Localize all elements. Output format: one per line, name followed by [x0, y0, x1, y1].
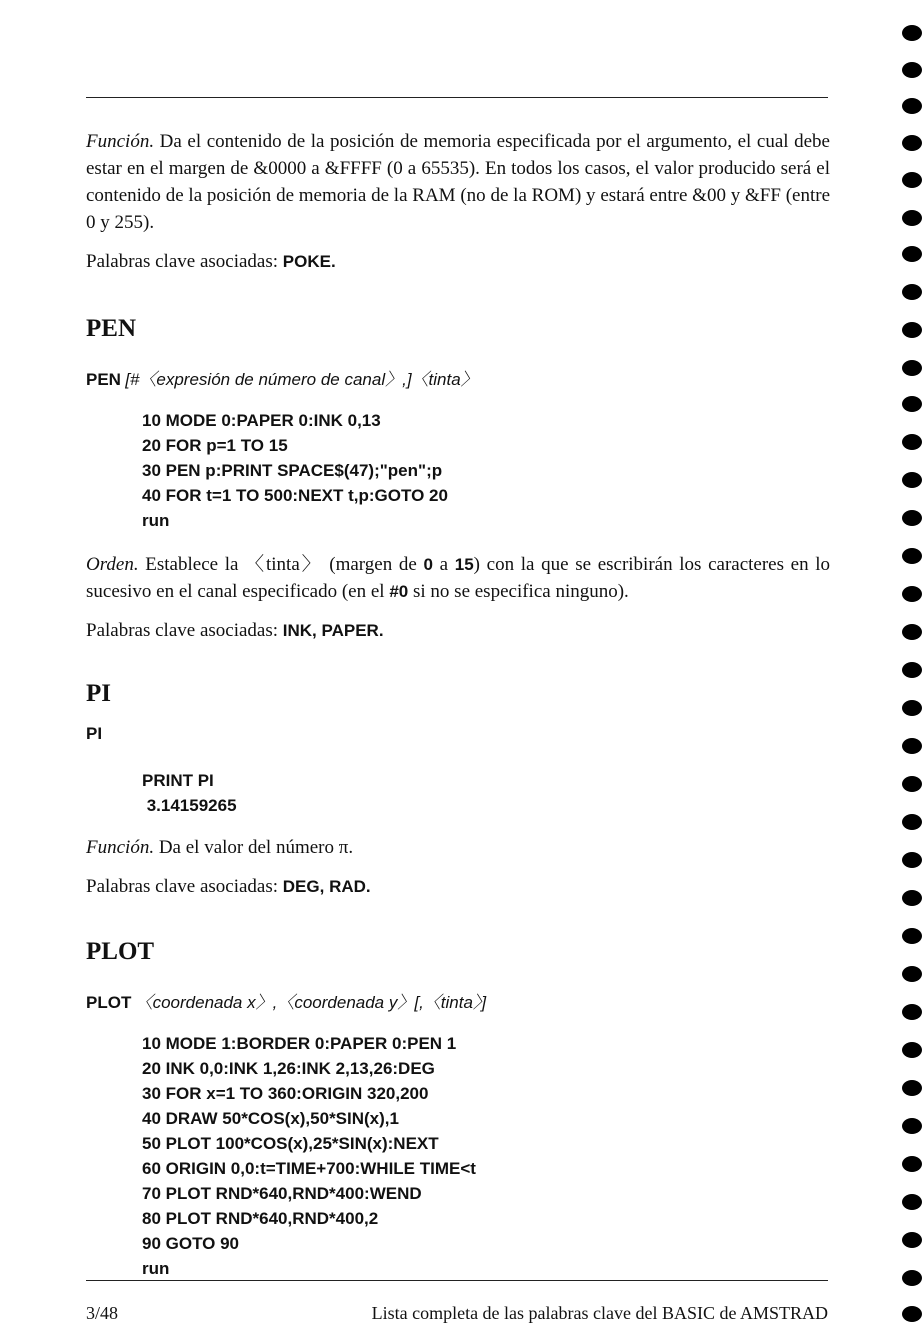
running-title: Lista completa de las palabras clave del BASIC de AMSTRAD — [371, 1303, 828, 1323]
binding-hole — [902, 396, 922, 412]
binding-hole — [902, 284, 922, 300]
order-bold: 0 — [423, 555, 433, 574]
binding-hole — [902, 25, 922, 41]
binding-hole — [902, 700, 922, 716]
plot-code-listing — [86, 1031, 830, 1281]
code-line: 70 PLOT RND*640,RND*400:WEND — [142, 1184, 422, 1203]
page-number: 3/48 — [86, 1303, 119, 1323]
binding-hole — [902, 98, 922, 114]
code-line: 40 DRAW 50*COS(x),50*SIN(x),1 — [142, 1109, 399, 1128]
keywords-paragraph — [86, 873, 830, 900]
binding-hole — [902, 322, 922, 338]
pi-syntax-keyword: PI — [86, 724, 103, 743]
code-line: 80 PLOT RND*640,RND*400,2 — [142, 1209, 379, 1228]
order-text: si no se especifica ninguno). — [413, 581, 629, 602]
code-line: 30 FOR x=1 TO 360:ORIGIN 320,200 — [142, 1084, 429, 1103]
keywords-label: Palabras clave asociadas: — [86, 876, 279, 897]
code-line: 10 MODE 0:PAPER 0:INK 0,13 — [142, 411, 381, 430]
code-line: 30 PEN p:PRINT SPACE$(47);"pen";p — [142, 461, 443, 480]
binding-hole — [902, 510, 922, 526]
order-text: Establece la 〈tinta〉 (margen de — [145, 554, 417, 575]
binding-holes — [898, 0, 924, 1334]
main-content — [86, 128, 830, 1281]
keywords-list: POKE. — [282, 252, 336, 271]
binding-hole — [902, 210, 922, 226]
pi-syntax — [86, 724, 830, 744]
binding-hole — [902, 434, 922, 450]
keywords-label: Palabras clave asociadas: — [86, 620, 279, 641]
binding-hole — [902, 1194, 922, 1210]
binding-hole — [902, 360, 922, 376]
binding-hole — [902, 966, 922, 982]
code-line: 50 PLOT 100*COS(x),25*SIN(x):NEXT — [142, 1134, 439, 1153]
binding-hole — [902, 852, 922, 868]
binding-hole — [902, 1118, 922, 1134]
keywords-paragraph — [86, 248, 830, 275]
binding-hole — [902, 814, 922, 830]
code-line: 20 INK 0,0:INK 1,26:INK 2,13,26:DEG — [142, 1059, 435, 1078]
plot-heading: PLOT — [86, 938, 155, 965]
keywords-list: INK, PAPER. — [282, 621, 384, 640]
code-line: 90 GOTO 90 — [142, 1234, 240, 1253]
binding-hole — [902, 738, 922, 754]
pen-order-paragraph — [86, 551, 830, 605]
function-label: Función. — [86, 837, 155, 858]
code-line: 10 MODE 1:BORDER 0:PAPER 0:PEN 1 — [142, 1034, 457, 1053]
code-line: PRINT PI — [142, 771, 214, 790]
code-line: 20 FOR p=1 TO 15 — [142, 436, 288, 455]
function-label: Función. — [86, 131, 155, 152]
order-bold: #0 — [389, 582, 409, 601]
pen-syntax — [86, 365, 830, 390]
plot-syntax — [86, 988, 830, 1013]
code-line: run — [142, 1259, 170, 1278]
binding-hole — [902, 1306, 922, 1322]
pi-heading: PI — [86, 680, 111, 707]
binding-hole — [902, 246, 922, 262]
binding-hole — [902, 890, 922, 906]
keywords-list: DEG, RAD. — [282, 877, 371, 896]
pen-heading: PEN — [86, 315, 136, 342]
keywords-label: Palabras clave asociadas: — [86, 251, 279, 272]
binding-hole — [902, 776, 922, 792]
function-paragraph — [86, 128, 830, 236]
bottom-rule — [86, 1280, 828, 1281]
code-line: 3.14159265 — [142, 796, 237, 815]
pi-function-paragraph — [86, 834, 830, 861]
binding-hole — [902, 1270, 922, 1286]
binding-hole — [902, 928, 922, 944]
order-bold: 15 — [454, 555, 474, 574]
binding-hole — [902, 172, 922, 188]
plot-syntax-args: 〈coordenada x〉,〈coordenada y〉[,〈tinta〉] — [135, 993, 487, 1012]
binding-hole — [902, 472, 922, 488]
binding-hole — [902, 1004, 922, 1020]
binding-hole — [902, 62, 922, 78]
pen-syntax-args: [#〈expresión de número de canal〉,]〈tinta〉 — [125, 370, 478, 389]
binding-hole — [902, 624, 922, 640]
code-line: 60 ORIGIN 0,0:t=TIME+700:WHILE TIME<t — [142, 1159, 476, 1178]
order-text: ) con la que se escribirán los caracteres en lo sucesivo en el canal especificado (en el — [86, 554, 831, 602]
binding-hole — [902, 1042, 922, 1058]
pen-code-listing — [86, 408, 830, 533]
code-line: run — [142, 511, 170, 530]
keywords-paragraph — [86, 617, 830, 644]
binding-hole — [902, 548, 922, 564]
function-text: Da el valor del número π. — [158, 837, 354, 858]
binding-hole — [902, 1232, 922, 1248]
binding-hole — [902, 135, 922, 151]
order-label: Orden. — [86, 554, 139, 575]
pi-code-listing — [86, 768, 830, 818]
binding-hole — [902, 586, 922, 602]
binding-hole — [902, 1080, 922, 1096]
binding-hole — [902, 1156, 922, 1172]
pen-syntax-keyword: PEN — [86, 370, 121, 389]
plot-syntax-keyword: PLOT — [86, 993, 132, 1012]
function-text: Da el contenido de la posición de memoria especificada por el argumento, el cual debe estar en el margen de &0000 a &FFFF (0 a 65535). En todos los casos, el valor producido será el contenido de la posición de memoria de la RAM (no de la ROM) y estará entre &00 y &FF (entre 0 y 255). — [86, 131, 830, 233]
code-line: 40 FOR t=1 TO 500:NEXT t,p:GOTO 20 — [142, 486, 448, 505]
order-text: a — [439, 554, 449, 575]
top-rule — [86, 97, 828, 98]
binding-hole — [902, 662, 922, 678]
